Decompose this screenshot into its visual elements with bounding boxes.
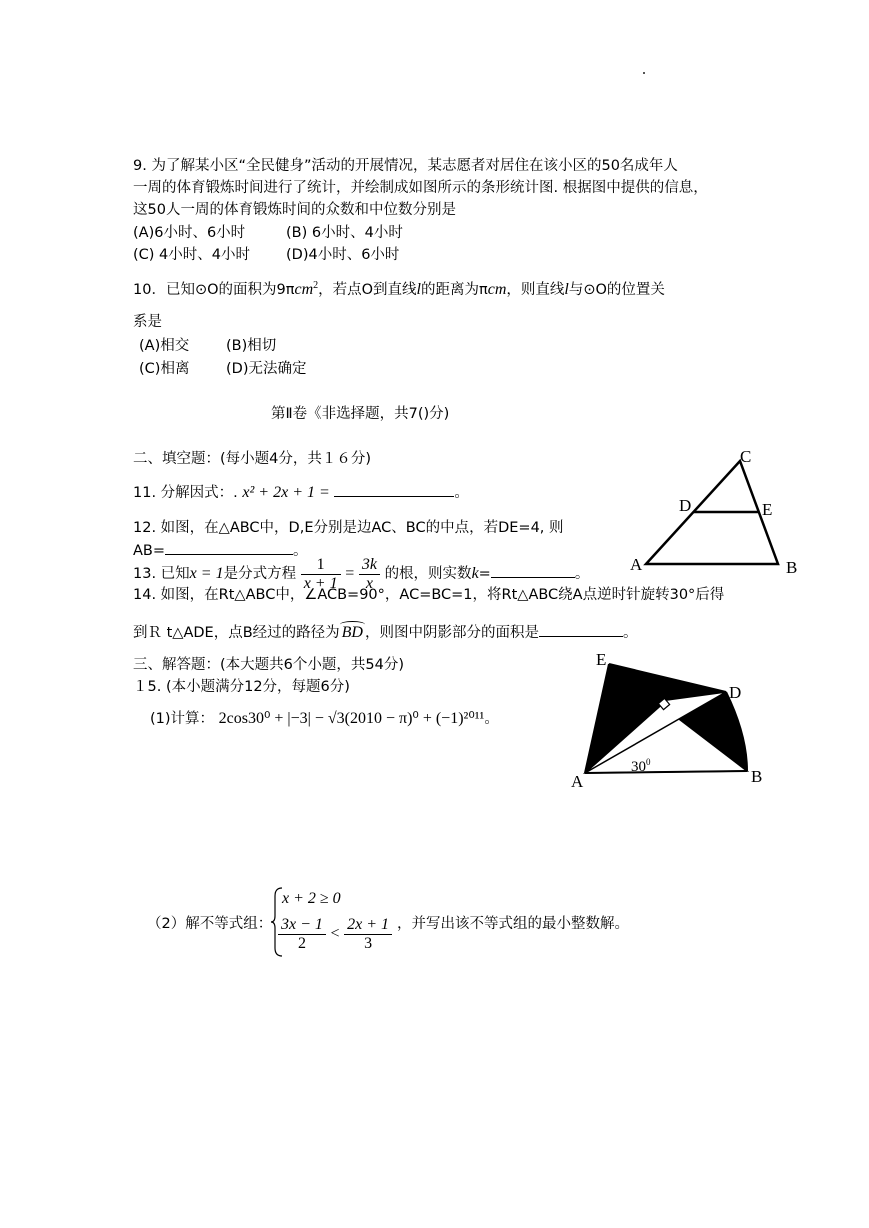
q15-less-than: < xyxy=(330,925,340,942)
q9-line3: 这50人一周的体育锻炼时间的众数和中位数分别是 xyxy=(133,202,456,218)
q10-option-c: (C)相离 xyxy=(139,361,190,377)
q14-text-2: ，则图中阴影部分的面积是 xyxy=(364,625,539,641)
q14-arc-bd xyxy=(340,624,365,641)
q11-suffix: 。 xyxy=(454,485,469,501)
q13-frac1-den: x + 1 xyxy=(303,574,338,592)
point-b-label: B xyxy=(751,767,763,786)
point-e-label: E xyxy=(596,650,607,669)
q13-equals: = xyxy=(345,565,355,582)
q15-f2-num: 2x + 1 xyxy=(344,916,392,935)
q10-line1 xyxy=(133,276,665,300)
section2-heading: 二、填空题：(每小题4分，共１６分) xyxy=(133,451,372,467)
q11-answer-blank[interactable] xyxy=(334,482,454,497)
q13-frac2-num: 3k xyxy=(359,556,380,575)
q13-text-1: 13. 已知 xyxy=(133,566,190,582)
q10-text-4: ，则直线 xyxy=(506,281,565,298)
q11-expression: x² + 2x + 1 = xyxy=(242,484,330,501)
q15-part1-label: (1)计算： xyxy=(150,711,215,727)
vertex-b-label: B xyxy=(786,558,798,577)
q9-option-d: (D)4小时、6小时 xyxy=(286,247,400,263)
q13-k: k xyxy=(471,565,479,582)
rotation-figure xyxy=(565,645,785,795)
q10-line2: 系是 xyxy=(133,314,162,330)
vertex-c-label: C xyxy=(740,447,752,466)
q14-line1: 14. 如图，在Rt△ABC中，∠ACB=90°，AC=BC=1，将Rt△ABC绕A点逆时针旋转30°后得 xyxy=(133,587,725,603)
q10-line-l-2: l xyxy=(564,280,569,298)
point-d-label: D xyxy=(679,496,692,515)
q15-title: １5. (本小题满分12分，每题6分) xyxy=(133,679,350,695)
vertex-a-label: A xyxy=(630,555,643,574)
point-d-label: D xyxy=(729,683,742,702)
q15-f2-den: 3 xyxy=(364,934,373,952)
q14-arc-label: BD xyxy=(341,624,363,641)
q15-part1-suffix: 。 xyxy=(484,711,499,727)
arc-mark-icon xyxy=(340,621,365,628)
q11-prefix: 11. 分解因式：. xyxy=(133,485,243,501)
q13-text-2: 是分式方程 xyxy=(223,566,297,582)
point-a-label: A xyxy=(571,772,584,791)
q13-suffix: 。 xyxy=(574,566,590,582)
q15-inequality-2 xyxy=(278,912,392,956)
q15-part1 xyxy=(150,709,499,729)
q10-option-a: (A)相交 xyxy=(139,338,190,354)
page-mark xyxy=(643,72,645,74)
q15-f1-den: 2 xyxy=(297,934,306,952)
q13-condition: x = 1 xyxy=(189,565,224,582)
section3-heading: 三、解答题：(本大题共6个小题，共54分) xyxy=(133,657,404,673)
triangle-abc-figure xyxy=(620,440,820,585)
q15-part1-expression: 2cos30⁰ + |−3| − √3(2010 − π)⁰ + (−1)²⁰¹¹ xyxy=(218,710,485,727)
q15-inequality-1: x + 2 ≥ 0 xyxy=(282,890,341,907)
q15-fraction-2 xyxy=(344,916,392,953)
q13-frac2-den: x xyxy=(365,574,373,592)
q12-suffix: 。 xyxy=(293,543,308,559)
q14-text-1: 到Ｒ t△ADE，点B经过的路径为 xyxy=(133,625,340,641)
q9-line2: 一周的体育锻炼时间进行了统计，并绘制成如图所示的条形统计图. 根据图中提供的信息， xyxy=(133,180,708,196)
q10-unit-1: cm xyxy=(294,280,314,298)
q10-sup: 2 xyxy=(313,280,319,291)
q15-part2-suffix: ，并写出该不等式组的最小整数解。 xyxy=(397,916,629,932)
q13-frac1-num: 1 xyxy=(301,556,341,575)
q13-text-4: = xyxy=(478,566,491,582)
q15-f1-num: 3x − 1 xyxy=(278,916,326,935)
q12-line1: 12. 如图，在△ABC中，D,E分别是边AC、BC的中点，若DE=4, 则 xyxy=(133,520,564,536)
q14-suffix: 。 xyxy=(622,625,638,641)
q10-text-1: 10．已知⊙O的面积为9π xyxy=(133,281,295,298)
q10-text-2: ，若点O到直线 xyxy=(318,281,417,298)
angle-value: 30 xyxy=(631,759,646,775)
q10-unit-2: cm xyxy=(487,280,507,298)
q11-line xyxy=(133,482,469,503)
angle-degree-mark: 0 xyxy=(646,757,651,767)
q9-option-a: (A)6小时、6小时 xyxy=(133,225,246,241)
q9-option-c: (C) 4小时、4小时 xyxy=(133,247,250,263)
q9-option-b: (B) 6小时、4小时 xyxy=(286,225,403,241)
q9-line1: 9. 为了解某小区“全民健身”活动的开展情况，某志愿者对居住在该小区的50名成年人 xyxy=(133,158,678,174)
q12-ab-label: AB= xyxy=(133,543,166,559)
q14-line2 xyxy=(133,622,637,643)
q15-part2-label: （2）解不等式组： xyxy=(147,916,273,932)
part2-title: 第Ⅱ卷《非选择题，共7()分) xyxy=(271,406,450,422)
q10-text-3: 的距离为π xyxy=(421,281,488,298)
q13-text-3: 的根，则实数 xyxy=(384,566,472,582)
q13-answer-blank[interactable] xyxy=(491,563,575,578)
q14-answer-blank[interactable] xyxy=(539,622,623,637)
q10-text-5: 与⊙O的位置关 xyxy=(568,281,665,298)
q15-fraction-1 xyxy=(278,916,326,953)
q10-option-b: (B)相切 xyxy=(226,338,277,354)
point-e-label: E xyxy=(762,500,773,519)
q10-option-d: (D)无法确定 xyxy=(226,361,307,377)
q10-line-l-1: l xyxy=(416,280,421,298)
